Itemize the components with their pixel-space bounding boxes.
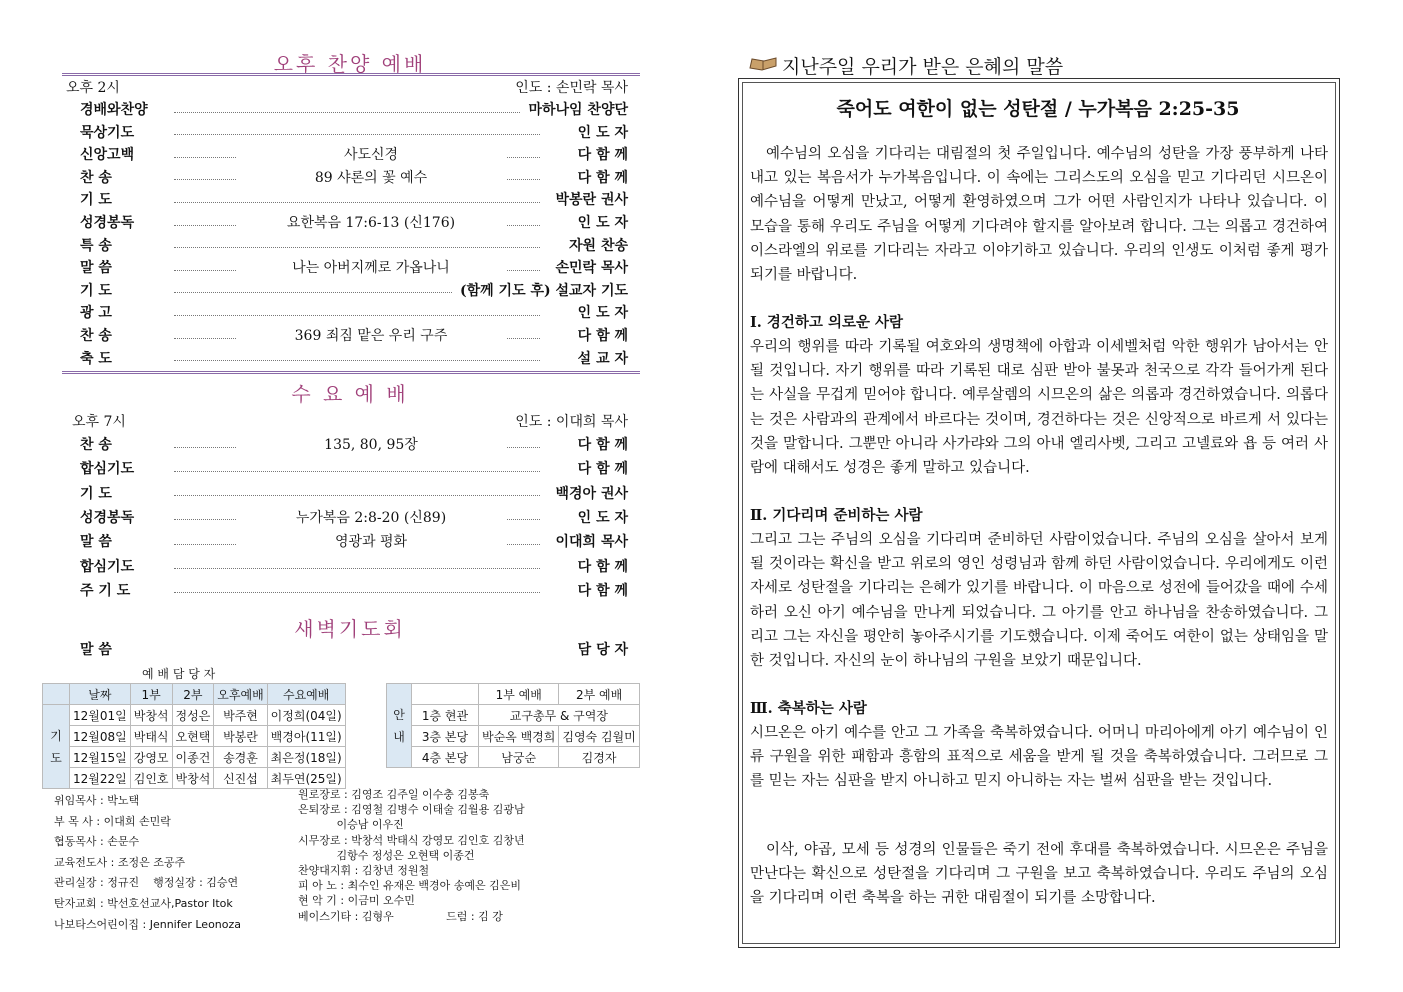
table-cell: 박태식 bbox=[130, 726, 172, 747]
staff-line: 이승남 이우진 bbox=[298, 818, 404, 832]
staff-line: 찬양대지휘 : 김창년 정원철 bbox=[298, 864, 430, 877]
program-content: 사도신경 bbox=[236, 144, 506, 164]
program-label: 찬 송 bbox=[80, 328, 112, 344]
staff-line: 협동목사 : 손문수 bbox=[54, 835, 140, 849]
program-row bbox=[66, 555, 628, 577]
staff-line: 은퇴장로 : 김영철 김병수 이태술 김월용 김광남 bbox=[298, 803, 525, 817]
table-cell: 이종건 bbox=[172, 747, 214, 768]
program-label: 기 도 bbox=[80, 192, 112, 209]
duty-header: 2부 bbox=[172, 684, 214, 705]
program-row bbox=[66, 433, 628, 455]
sermon-title: 죽어도 여한이 없는 성탄절 / 누가복음 2:25-35 bbox=[836, 98, 1240, 120]
program-label: 찬 송 bbox=[80, 169, 112, 186]
leader-dots bbox=[174, 112, 520, 113]
program-row bbox=[66, 121, 628, 143]
program-content: 영광과 평화 bbox=[236, 531, 506, 551]
section-1-title: Ⅰ. 경건하고 의로운 사람 bbox=[750, 314, 904, 331]
leader-dots bbox=[174, 315, 540, 316]
duty-header: 1부 bbox=[130, 684, 172, 705]
program-row bbox=[66, 482, 628, 504]
program-row bbox=[66, 211, 628, 233]
program-responsible: 인 도 자 bbox=[544, 302, 628, 322]
program-responsible: 다 함 께 bbox=[544, 580, 628, 600]
table-cell: 최두연(25일) bbox=[267, 768, 345, 789]
leader-dots bbox=[174, 471, 540, 472]
sermon-header bbox=[748, 52, 1063, 79]
duty-caption: 예 배 담 당 자 bbox=[142, 667, 216, 681]
program-label: 기 도 bbox=[80, 282, 112, 299]
table-cell: 정성은 bbox=[172, 705, 214, 726]
dawn-row bbox=[66, 638, 628, 660]
staff-line: 베이스기타 : 김형우 드럼 : 김 강 bbox=[298, 909, 503, 923]
table-cell: 강영모 bbox=[130, 747, 172, 768]
staff-line: 나보타스어린이집 : Jennifer Leonoza bbox=[54, 917, 242, 931]
program-row bbox=[66, 279, 628, 301]
table-cell: 김경자 bbox=[559, 747, 639, 768]
leader-dots bbox=[174, 592, 540, 593]
section-3-body: 시므온은 아기 예수를 안고 그 가족을 축복하였습니다. 어머니 마리아에게 아기 예수님이 인류 구원을 위한 패함과 흥함의 표적으로 세움을 받게 될 것을 축복하였습니다. 그러므로 그를 믿는 자는 심판을 받지 아니하고 믿지 아니하는 자는 벌써 심판을 받는 것입니다. bbox=[750, 725, 1328, 790]
leader-dots bbox=[174, 134, 540, 135]
table-cell: 이정희(04일) bbox=[267, 705, 345, 726]
guide-header: 2부 예배 bbox=[559, 684, 639, 705]
program-responsible: 다 함 께 bbox=[544, 556, 628, 576]
staff-line: 교육전도사 : 조정은 조공주 bbox=[54, 855, 186, 869]
program-row bbox=[66, 98, 628, 120]
afternoon-title: 오후 찬양 예배 bbox=[273, 52, 427, 76]
staff-line: 관리실장 : 정규진 행정실장 : 김승연 bbox=[54, 876, 239, 890]
program-responsible: 다 함 께 bbox=[544, 458, 628, 478]
program-row bbox=[66, 256, 628, 278]
sermon-closing: 이삭, 야곱, 모세 등 성경의 인물들은 죽기 전에 후대를 축복하였습니다. 시므온은 주님을 만난다는 확신으로 성탄절을 기다리며 그 구원을 보고 축복하였습니다. 우리도 주님의 오심을 기다리며 이런 축복을 하는 귀한 대림절이 되기를 소망합니다. bbox=[750, 842, 1328, 907]
program-responsible: 인 도 자 bbox=[544, 212, 628, 232]
sermon-header-text: 지난주일 우리가 받은 은혜의 말씀 bbox=[782, 56, 1064, 78]
duty-header: 오후예배 bbox=[214, 684, 267, 705]
program-responsible: 박봉란 권사 bbox=[544, 189, 628, 209]
program-content: 369 죄짐 맡은 우리 구주 bbox=[236, 325, 506, 345]
section-2-title: Ⅱ. 기다리며 준비하는 사람 bbox=[750, 507, 923, 524]
guide-side-label: 안내 bbox=[387, 684, 412, 768]
table-row bbox=[43, 705, 346, 726]
program-content: 누가복음 2:8-20 (신89) bbox=[236, 507, 506, 527]
program-row bbox=[66, 166, 628, 188]
program-label: 광 고 bbox=[80, 305, 112, 322]
duty-table bbox=[42, 683, 346, 789]
program-row bbox=[66, 143, 628, 165]
afternoon-header bbox=[66, 76, 628, 98]
table-cell: 12월15일 bbox=[70, 747, 131, 768]
afternoon-time: 오후 2시 bbox=[66, 80, 120, 96]
staff-line: 시무장로 : 박창석 박태식 강영모 김인호 김창년 bbox=[298, 833, 525, 847]
program-row bbox=[66, 324, 628, 346]
table-row bbox=[43, 747, 346, 768]
book-icon bbox=[748, 54, 778, 77]
wednesday-title: 수 요 예 배 bbox=[291, 382, 409, 406]
guide-header: 1부 예배 bbox=[479, 684, 559, 705]
program-row bbox=[66, 234, 628, 256]
table-row bbox=[387, 705, 640, 726]
program-responsible: 다 함 께 bbox=[544, 325, 628, 345]
dawn-label: 말 씀 bbox=[80, 642, 112, 658]
table-cell: 박봉란 bbox=[214, 726, 267, 747]
program-responsible: 백경아 권사 bbox=[544, 483, 628, 503]
leader-dots bbox=[174, 568, 540, 569]
program-responsible: 다 함 께 bbox=[544, 434, 628, 454]
program-label: 성경봉독 bbox=[80, 215, 135, 231]
program-row bbox=[66, 579, 628, 601]
staff-line: 위임목사 : 박노택 bbox=[54, 794, 140, 807]
program-label: 특 송 bbox=[80, 237, 112, 254]
table-cell: 박창석 bbox=[172, 768, 214, 789]
dawn-title: 새벽기도회 bbox=[294, 617, 406, 641]
program-label: 묵상기도 bbox=[80, 124, 135, 141]
duty-header: 수요예배 bbox=[267, 684, 345, 705]
table-row bbox=[43, 726, 346, 747]
staff-line: 피 아 노 : 최수인 유재은 백경아 송예은 김은비 bbox=[298, 879, 521, 893]
table-cell: 남궁순 bbox=[479, 747, 559, 768]
table-cell: 교구총무 & 구역장 bbox=[479, 705, 640, 726]
program-label: 축 도 bbox=[80, 350, 112, 367]
table-cell: 백경아(11일) bbox=[267, 726, 345, 747]
section-2-body: 그리고 그는 주님의 오심을 기다리며 준비하던 사람이었습니다. 주님의 오심을 살아서 보게 될 것이라는 확신을 받고 위로의 영인 성령님과 함께 하던 사람이었습니다. 우리에게도 이런 자세로 성탄절을 기다리는 은혜가 있기를 바랍니다. 이 마음으로 성전에 들어갔을 때에 수세하러 오신 아기 예수님을 만나게 되었습니다. 그 아기를 안고 하나님을 찬송하였습니다. 그리고 그는 자신을 평안히 놓아주시기를 기도했습니다. 이제 죽어도 여한이 없는 상태임을 말한 것입니다. 자신의 눈이 하나님의 구원을 보았기 때문입니다. bbox=[750, 532, 1328, 670]
staff-line: 탄자교회 : 박선호선교사,Pastor Itok bbox=[54, 897, 233, 910]
table-cell: 12월22일 bbox=[70, 768, 131, 789]
wednesday-header bbox=[66, 410, 628, 432]
program-label: 신앙고백 bbox=[80, 147, 135, 164]
wednesday-leader: 인도 : 이대희 목사 bbox=[515, 414, 628, 430]
table-cell: 박순옥 백경희 bbox=[479, 726, 559, 747]
program-label: 성경봉독 bbox=[80, 509, 135, 526]
leader-dots bbox=[174, 202, 540, 203]
table-cell: 12월08일 bbox=[70, 726, 131, 747]
staff-line: 부 목 사 : 이대희 손민락 bbox=[54, 814, 171, 828]
table-cell: 12월01일 bbox=[70, 705, 131, 726]
leader-dots bbox=[174, 292, 452, 293]
program-label: 기 도 bbox=[80, 485, 112, 502]
program-label: 말 씀 bbox=[80, 260, 112, 277]
program-content: 135, 80, 95장 bbox=[236, 434, 506, 454]
guide-table bbox=[386, 683, 640, 768]
leader-dots bbox=[174, 360, 540, 361]
program-responsible: 이대희 목사 bbox=[544, 531, 628, 551]
program-content: 89 샤론의 꽃 예수 bbox=[236, 167, 506, 187]
table-row bbox=[387, 747, 640, 768]
program-row bbox=[66, 188, 628, 210]
program-responsible: 인 도 자 bbox=[544, 507, 628, 527]
program-responsible: 마하나임 찬양단 bbox=[524, 99, 628, 119]
duty-side-label: 기도 bbox=[43, 705, 70, 789]
duty-header: 날짜 bbox=[70, 684, 131, 705]
wednesday-time: 오후 7시 bbox=[72, 414, 126, 430]
program-responsible: (함께 기도 후) 설교자 기도 bbox=[456, 280, 628, 300]
table-cell: 송경훈 bbox=[214, 747, 267, 768]
program-responsible: 손민락 목사 bbox=[544, 257, 628, 277]
program-row bbox=[66, 530, 628, 552]
table-cell: 오현택 bbox=[172, 726, 214, 747]
table-cell: 1층 현관 bbox=[412, 705, 479, 726]
table-cell: 박창석 bbox=[130, 705, 172, 726]
sermon-intro: 예수님의 오심을 기다리는 대림절의 첫 주일입니다. 예수님의 성탄을 가장 풍부하게 나타내고 있는 복음서가 누가복음입니다. 이 속에는 그리스도의 오심을 믿고 기다리던 시므온이 예수님을 어떻게 만났고, 어떻게 환영하였으며 그가 어떤 사람인지가 나타나 있습니다. 이 모습을 통해 우리도 주님을 어떻게 기다려야 할지를 알아보려 합니다. 그는 의롭고 경건하여 이스라엘의 위로를 기다리는 자라고 이야기하고 있습니다. 우리의 인생도 이처럼 좋게 평가되기를 바랍니다. bbox=[750, 146, 1328, 284]
program-row bbox=[66, 347, 628, 369]
program-label: 경배와찬양 bbox=[80, 102, 148, 118]
table-row bbox=[387, 726, 640, 747]
section-rule bbox=[62, 371, 640, 374]
leader-dots bbox=[174, 247, 540, 248]
staff-line: 원로장로 : 김영조 김주일 이수충 김봉축 bbox=[298, 788, 490, 801]
program-row bbox=[66, 301, 628, 323]
program-responsible: 인 도 자 bbox=[544, 122, 628, 142]
table-cell: 4층 본당 bbox=[412, 747, 479, 768]
afternoon-leader: 인도 : 손민락 목사 bbox=[515, 80, 628, 96]
program-responsible: 다 함 께 bbox=[544, 144, 628, 164]
program-label: 말 씀 bbox=[80, 534, 112, 551]
table-cell: 김영숙 김월미 bbox=[559, 726, 639, 747]
table-cell: 김인호 bbox=[130, 768, 172, 789]
staff-line: 현 악 기 : 이금미 오수민 bbox=[298, 894, 415, 908]
program-responsible: 다 함 께 bbox=[544, 167, 628, 187]
dawn-right: 담 당 자 bbox=[577, 642, 628, 658]
section-3-title: Ⅲ. 축복하는 사람 bbox=[750, 700, 867, 717]
program-responsible: 설 교 자 bbox=[544, 348, 628, 368]
program-responsible: 자원 찬송 bbox=[544, 235, 628, 255]
program-label: 찬 송 bbox=[80, 437, 112, 453]
table-cell: 3층 본당 bbox=[412, 726, 479, 747]
staff-line: 김항수 정성은 오현택 이종건 bbox=[298, 848, 475, 862]
program-label: 합심기도 bbox=[80, 461, 135, 478]
program-row bbox=[66, 457, 628, 479]
leader-dots bbox=[174, 495, 540, 496]
program-row bbox=[66, 506, 628, 528]
table-cell: 최은정(18일) bbox=[267, 747, 345, 768]
program-label: 합심기도 bbox=[80, 558, 135, 575]
table-cell: 박주현 bbox=[214, 705, 267, 726]
program-label: 주 기 도 bbox=[80, 582, 131, 599]
table-cell: 신진섭 bbox=[214, 768, 267, 789]
program-content: 요한복음 17:6-13 (신176) bbox=[236, 212, 506, 232]
program-content: 나는 아버지께로 가옵나니 bbox=[236, 257, 506, 277]
section-1-body: 우리의 행위를 따라 기록될 여호와의 생명책에 아합과 이세벨처럼 악한 행위가 남아서는 안될 것입니다. 자기 행위를 따라 기록된 대로 심판 받아 불못과 천국으로 각각 들어가게 된다는 사실을 무겁게 믿어야 합니다. 예루살렘의 시므온의 삶은 의롭과 경건하였습니다. 의롭다는 것은 사람과의 관계에서 바르다는 것이며, 경건하다는 것은 신앙적으로 바르게 서 있다는 것을 말합니다. 그뿐만 아니라 사가랴와 그의 아내 엘리사벳, 그리고 고넬료와 욥 등 여러 사람에 대해서도 성경은 좋게 말하고 있습니다. bbox=[750, 339, 1328, 477]
